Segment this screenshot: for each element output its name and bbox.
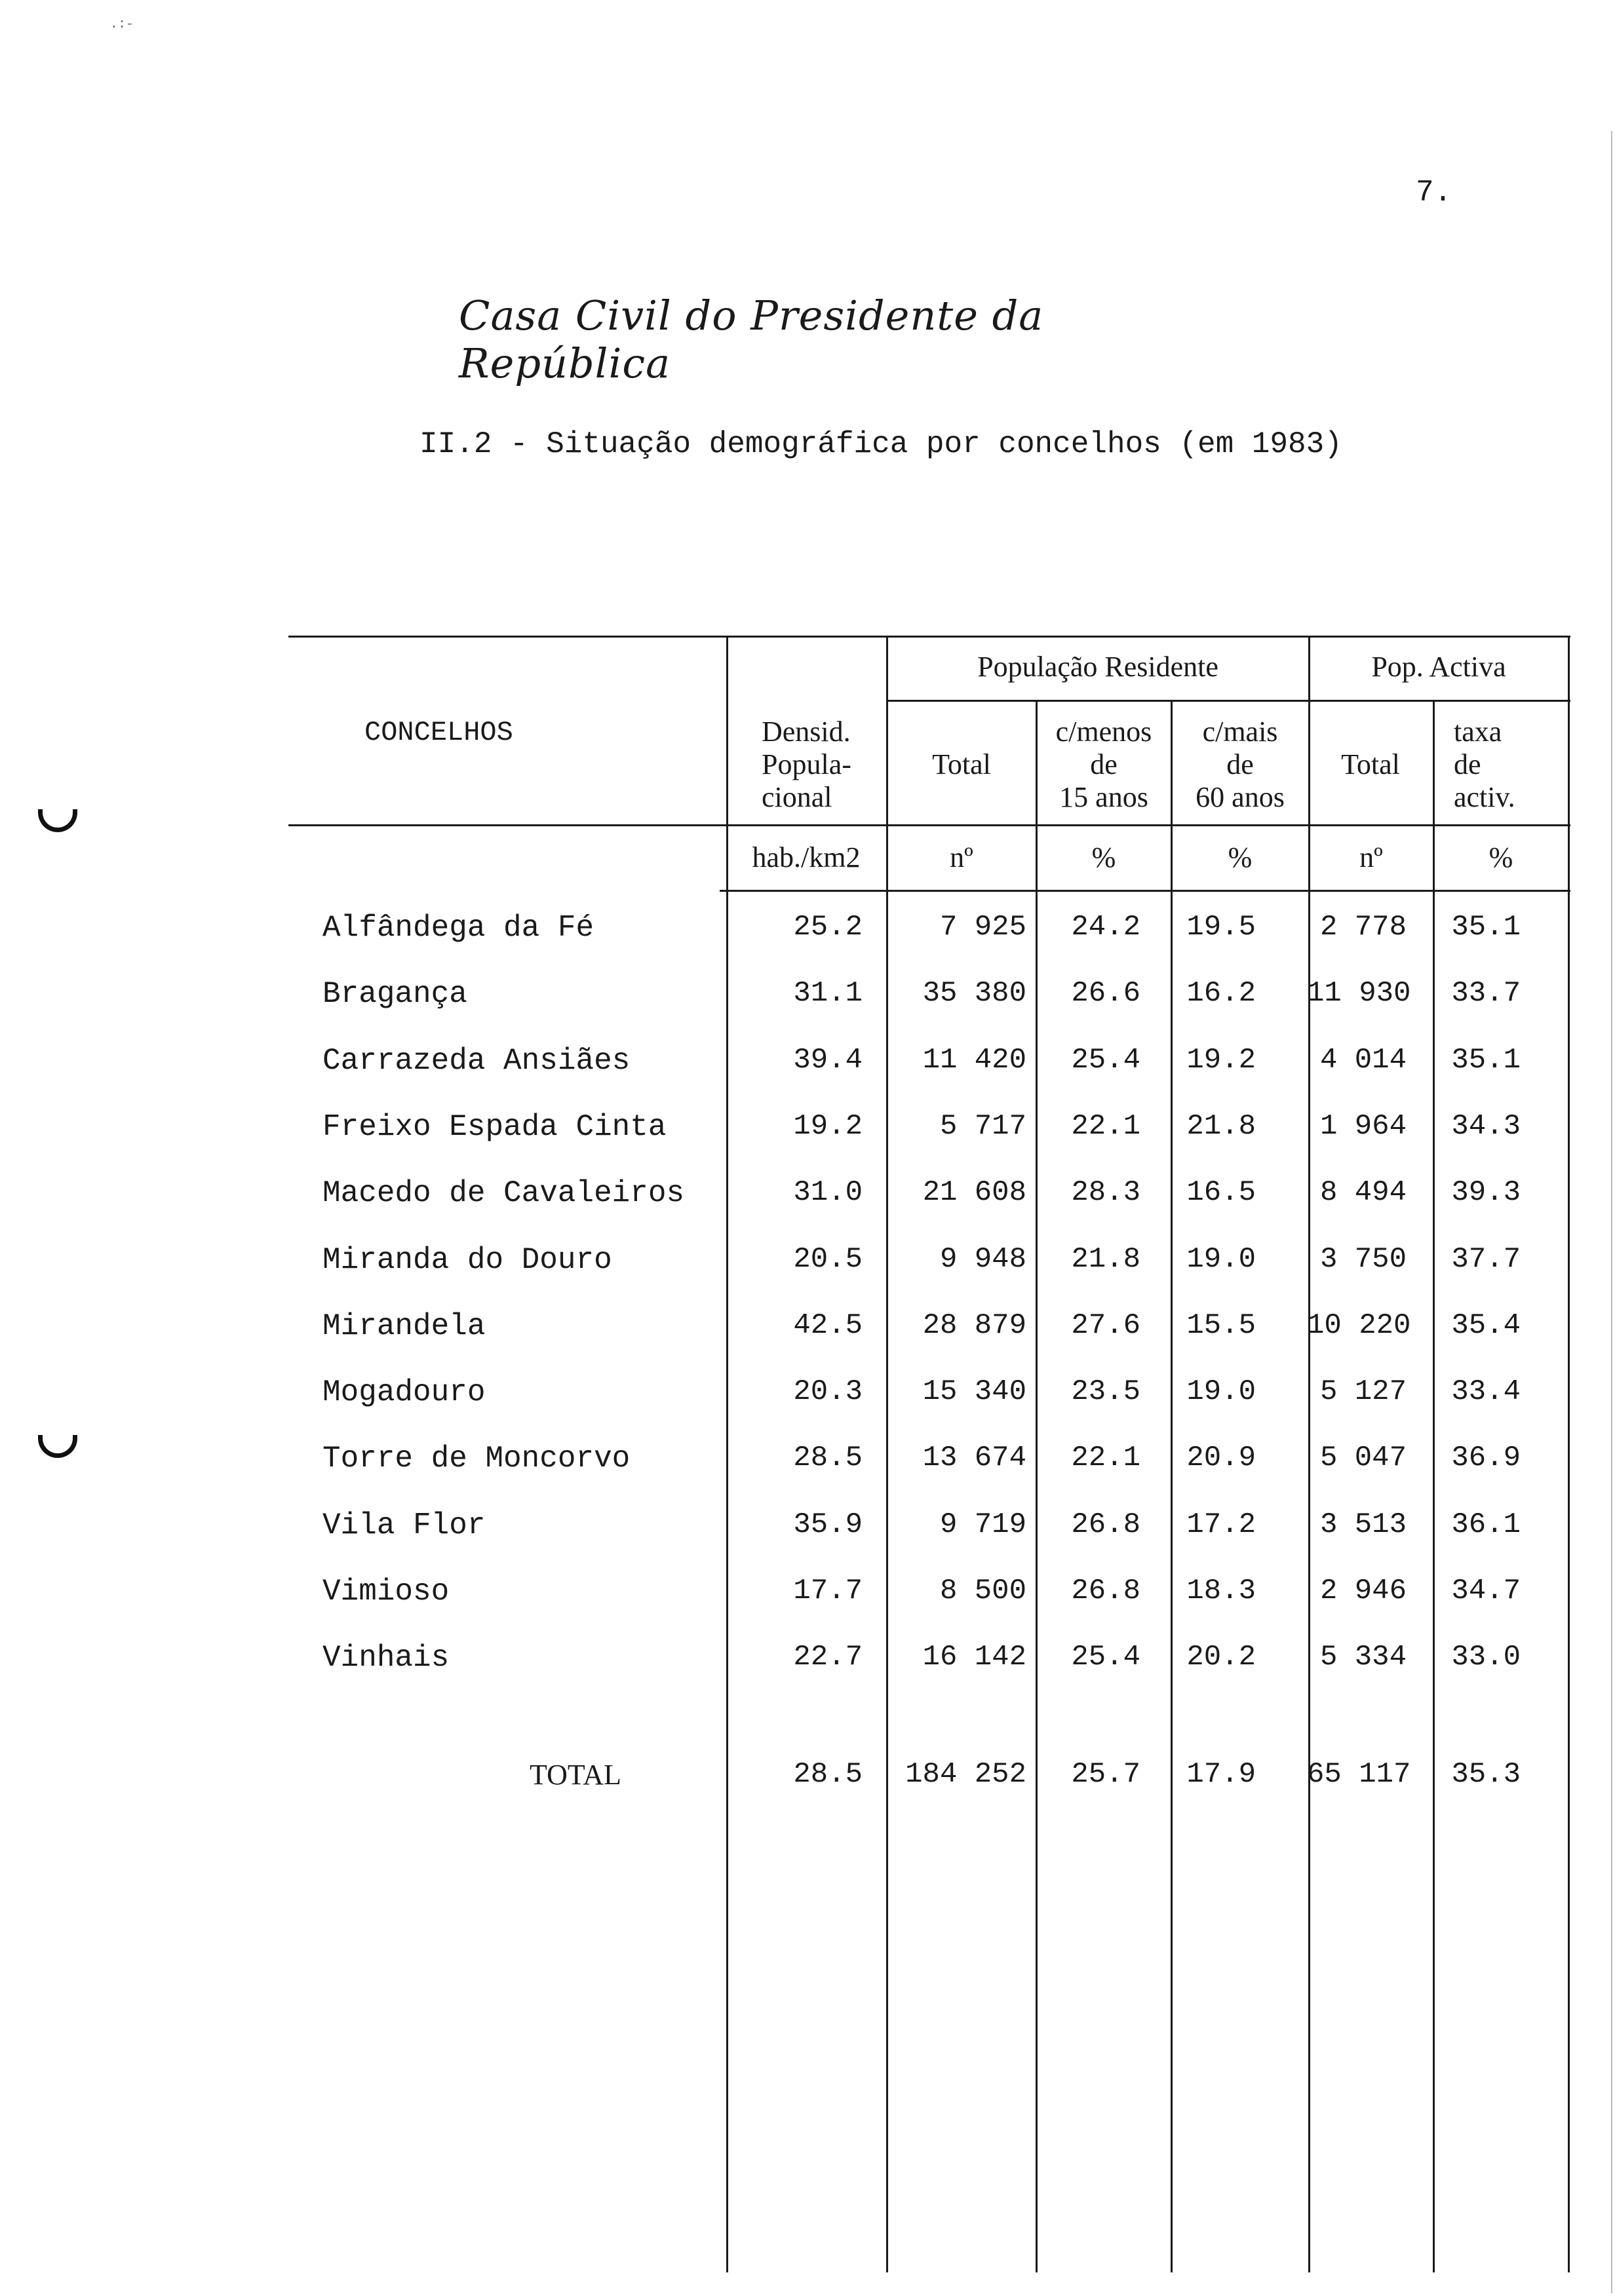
column-divider: [726, 637, 728, 2272]
cell-menos15: 27.6: [1071, 1309, 1140, 1342]
cell-menos15: 22.1: [1071, 1442, 1140, 1474]
cell-populacao-total: 21 608: [922, 1176, 1026, 1209]
cell-mais60: 20.9: [1186, 1442, 1256, 1474]
cell-menos15: 21.8: [1071, 1243, 1140, 1276]
cell-taxa-actividade: 35.1: [1451, 911, 1521, 944]
cell-menos15: 28.3: [1071, 1176, 1140, 1209]
cell-populacao-total: 35 380: [922, 977, 1026, 1010]
scan-speck: .:-: [110, 17, 134, 32]
cell-densidade: 20.3: [793, 1375, 863, 1408]
cell-menos15: 24.2: [1071, 911, 1140, 944]
cell-mais60: 19.0: [1186, 1243, 1256, 1276]
total-activa: 65 117: [1307, 1758, 1411, 1791]
cell-mais60: 20.2: [1186, 1641, 1256, 1674]
cell-populacao-total: 16 142: [922, 1641, 1026, 1674]
cell-mais60: 15.5: [1186, 1309, 1256, 1342]
concelho-name: Bragança: [322, 977, 467, 1011]
cell-menos15: 22.1: [1071, 1110, 1140, 1143]
total-taxa: 35.3: [1451, 1758, 1521, 1791]
cell-taxa-actividade: 33.4: [1451, 1375, 1521, 1408]
concelho-name: Miranda do Douro: [322, 1243, 612, 1277]
cell-menos15: 25.4: [1071, 1044, 1140, 1077]
column-divider: [1171, 700, 1173, 2272]
cell-menos15: 25.4: [1071, 1641, 1140, 1674]
cell-activa-total: 2 946: [1319, 1575, 1407, 1607]
cell-mais60: 19.2: [1186, 1044, 1256, 1077]
concelho-name: Vimioso: [322, 1575, 450, 1609]
total-populacao: 184 252: [905, 1758, 1026, 1791]
header-taxa: taxa de activ.: [1454, 716, 1515, 813]
cell-activa-total: 5 047: [1319, 1442, 1407, 1474]
header-act-total: Total: [1341, 748, 1400, 780]
letterhead: Casa Civil do Presidente da República: [459, 292, 1044, 387]
cell-populacao-total: 7 925: [939, 911, 1026, 944]
cell-mais60: 16.5: [1186, 1176, 1256, 1209]
concelho-name: Mirandela: [322, 1309, 486, 1343]
page-number: 7.: [1416, 176, 1452, 210]
cell-densidade: 31.1: [793, 977, 863, 1010]
column-divider: [1036, 700, 1038, 2272]
cell-activa-total: 5 334: [1319, 1641, 1407, 1674]
cell-densidade: 25.2: [793, 911, 863, 944]
unit-menos15: %: [1091, 841, 1116, 873]
cell-populacao-total: 13 674: [922, 1442, 1026, 1474]
cell-densidade: 22.7: [793, 1641, 863, 1674]
cell-taxa-actividade: 34.3: [1451, 1110, 1521, 1143]
cell-menos15: 23.5: [1071, 1375, 1140, 1408]
cell-activa-total: 3 750: [1319, 1243, 1407, 1276]
concelho-name: Carrazeda Ansiães: [322, 1044, 631, 1078]
table-top-rule: [288, 636, 1570, 638]
cell-mais60: 21.8: [1186, 1110, 1256, 1143]
cell-populacao-total: 28 879: [922, 1309, 1026, 1342]
total-menos15: 25.7: [1071, 1758, 1140, 1791]
cell-taxa-actividade: 34.7: [1451, 1575, 1521, 1607]
header-mais60: c/mais de 60 anos: [1196, 716, 1285, 813]
header-concelhos: CONCELHOS: [364, 717, 513, 748]
cell-densidade: 20.5: [793, 1243, 863, 1276]
header-densidade: Densid. Popula- cional: [762, 716, 851, 813]
header-populacao-residente: População Residente: [977, 651, 1218, 683]
header-bottom-rule: [288, 824, 1570, 826]
total-mais60: 17.9: [1186, 1758, 1256, 1791]
column-divider: [886, 637, 888, 2272]
cell-densidade: 31.0: [793, 1176, 863, 1209]
cell-densidade: 39.4: [793, 1044, 863, 1077]
cell-taxa-actividade: 36.1: [1451, 1508, 1521, 1541]
cell-mais60: 16.2: [1186, 977, 1256, 1010]
cell-densidade: 19.2: [793, 1110, 863, 1143]
units-rule: [720, 890, 1570, 892]
cell-taxa-actividade: 35.1: [1451, 1044, 1521, 1077]
concelho-name: Freixo Espada Cinta: [322, 1110, 667, 1144]
concelho-name: Mogadouro: [322, 1375, 486, 1409]
column-divider: [1568, 637, 1570, 2272]
concelho-name: Macedo de Cavaleiros: [322, 1176, 685, 1210]
cell-menos15: 26.8: [1071, 1575, 1140, 1607]
cell-populacao-total: 11 420: [922, 1044, 1026, 1077]
unit-res-total: nº: [950, 841, 973, 873]
cell-mais60: 18.3: [1186, 1575, 1256, 1607]
cell-taxa-actividade: 37.7: [1451, 1243, 1521, 1276]
cell-activa-total: 1 964: [1319, 1110, 1407, 1143]
cell-mais60: 19.0: [1186, 1375, 1256, 1408]
concelho-name: Vinhais: [322, 1641, 450, 1675]
cell-taxa-actividade: 36.9: [1451, 1442, 1521, 1474]
header-pop-activa: Pop. Activa: [1371, 651, 1506, 683]
cell-densidade: 17.7: [793, 1575, 863, 1607]
section-title: II.2 - Situação demográfica por concelhos (em 1983): [419, 427, 1342, 461]
cell-densidade: 42.5: [793, 1309, 863, 1342]
cell-populacao-total: 5 717: [939, 1110, 1026, 1143]
cell-mais60: 19.5: [1186, 911, 1256, 944]
cell-densidade: 35.9: [793, 1508, 863, 1541]
total-label: TOTAL: [530, 1759, 621, 1791]
cell-activa-total: 11 930: [1307, 977, 1411, 1010]
total-densidade: 28.5: [793, 1758, 863, 1791]
cell-populacao-total: 9 719: [939, 1508, 1026, 1541]
cell-populacao-total: 15 340: [922, 1375, 1026, 1408]
cell-taxa-actividade: 33.7: [1451, 977, 1521, 1010]
cell-taxa-actividade: 33.0: [1451, 1641, 1521, 1674]
concelho-name: Torre de Moncorvo: [322, 1442, 631, 1476]
unit-densidade: hab./km2: [752, 841, 861, 873]
cell-activa-total: 5 127: [1319, 1375, 1407, 1408]
cell-activa-total: 10 220: [1307, 1309, 1411, 1342]
cell-mais60: 17.2: [1186, 1508, 1256, 1541]
concelho-name: Vila Flor: [322, 1508, 486, 1542]
cell-activa-total: 2 778: [1319, 911, 1407, 944]
cell-menos15: 26.6: [1071, 977, 1140, 1010]
column-divider: [1433, 700, 1435, 2272]
cell-populacao-total: 8 500: [939, 1575, 1026, 1607]
unit-taxa: %: [1489, 841, 1513, 873]
header-menos15: c/menos de 15 anos: [1055, 716, 1152, 813]
header-res-total: Total: [932, 748, 991, 780]
cell-taxa-actividade: 39.3: [1451, 1176, 1521, 1209]
cell-activa-total: 8 494: [1319, 1176, 1407, 1209]
cell-activa-total: 4 014: [1319, 1044, 1407, 1077]
subheader-rule: [886, 700, 1570, 702]
concelho-name: Alfândega da Fé: [322, 911, 594, 945]
cell-taxa-actividade: 35.4: [1451, 1309, 1521, 1342]
unit-act-total: nº: [1359, 841, 1383, 873]
cell-populacao-total: 9 948: [939, 1243, 1026, 1276]
cell-densidade: 28.5: [793, 1442, 863, 1474]
cell-menos15: 26.8: [1071, 1508, 1140, 1541]
cell-activa-total: 3 513: [1319, 1508, 1407, 1541]
unit-mais60: %: [1228, 841, 1253, 873]
